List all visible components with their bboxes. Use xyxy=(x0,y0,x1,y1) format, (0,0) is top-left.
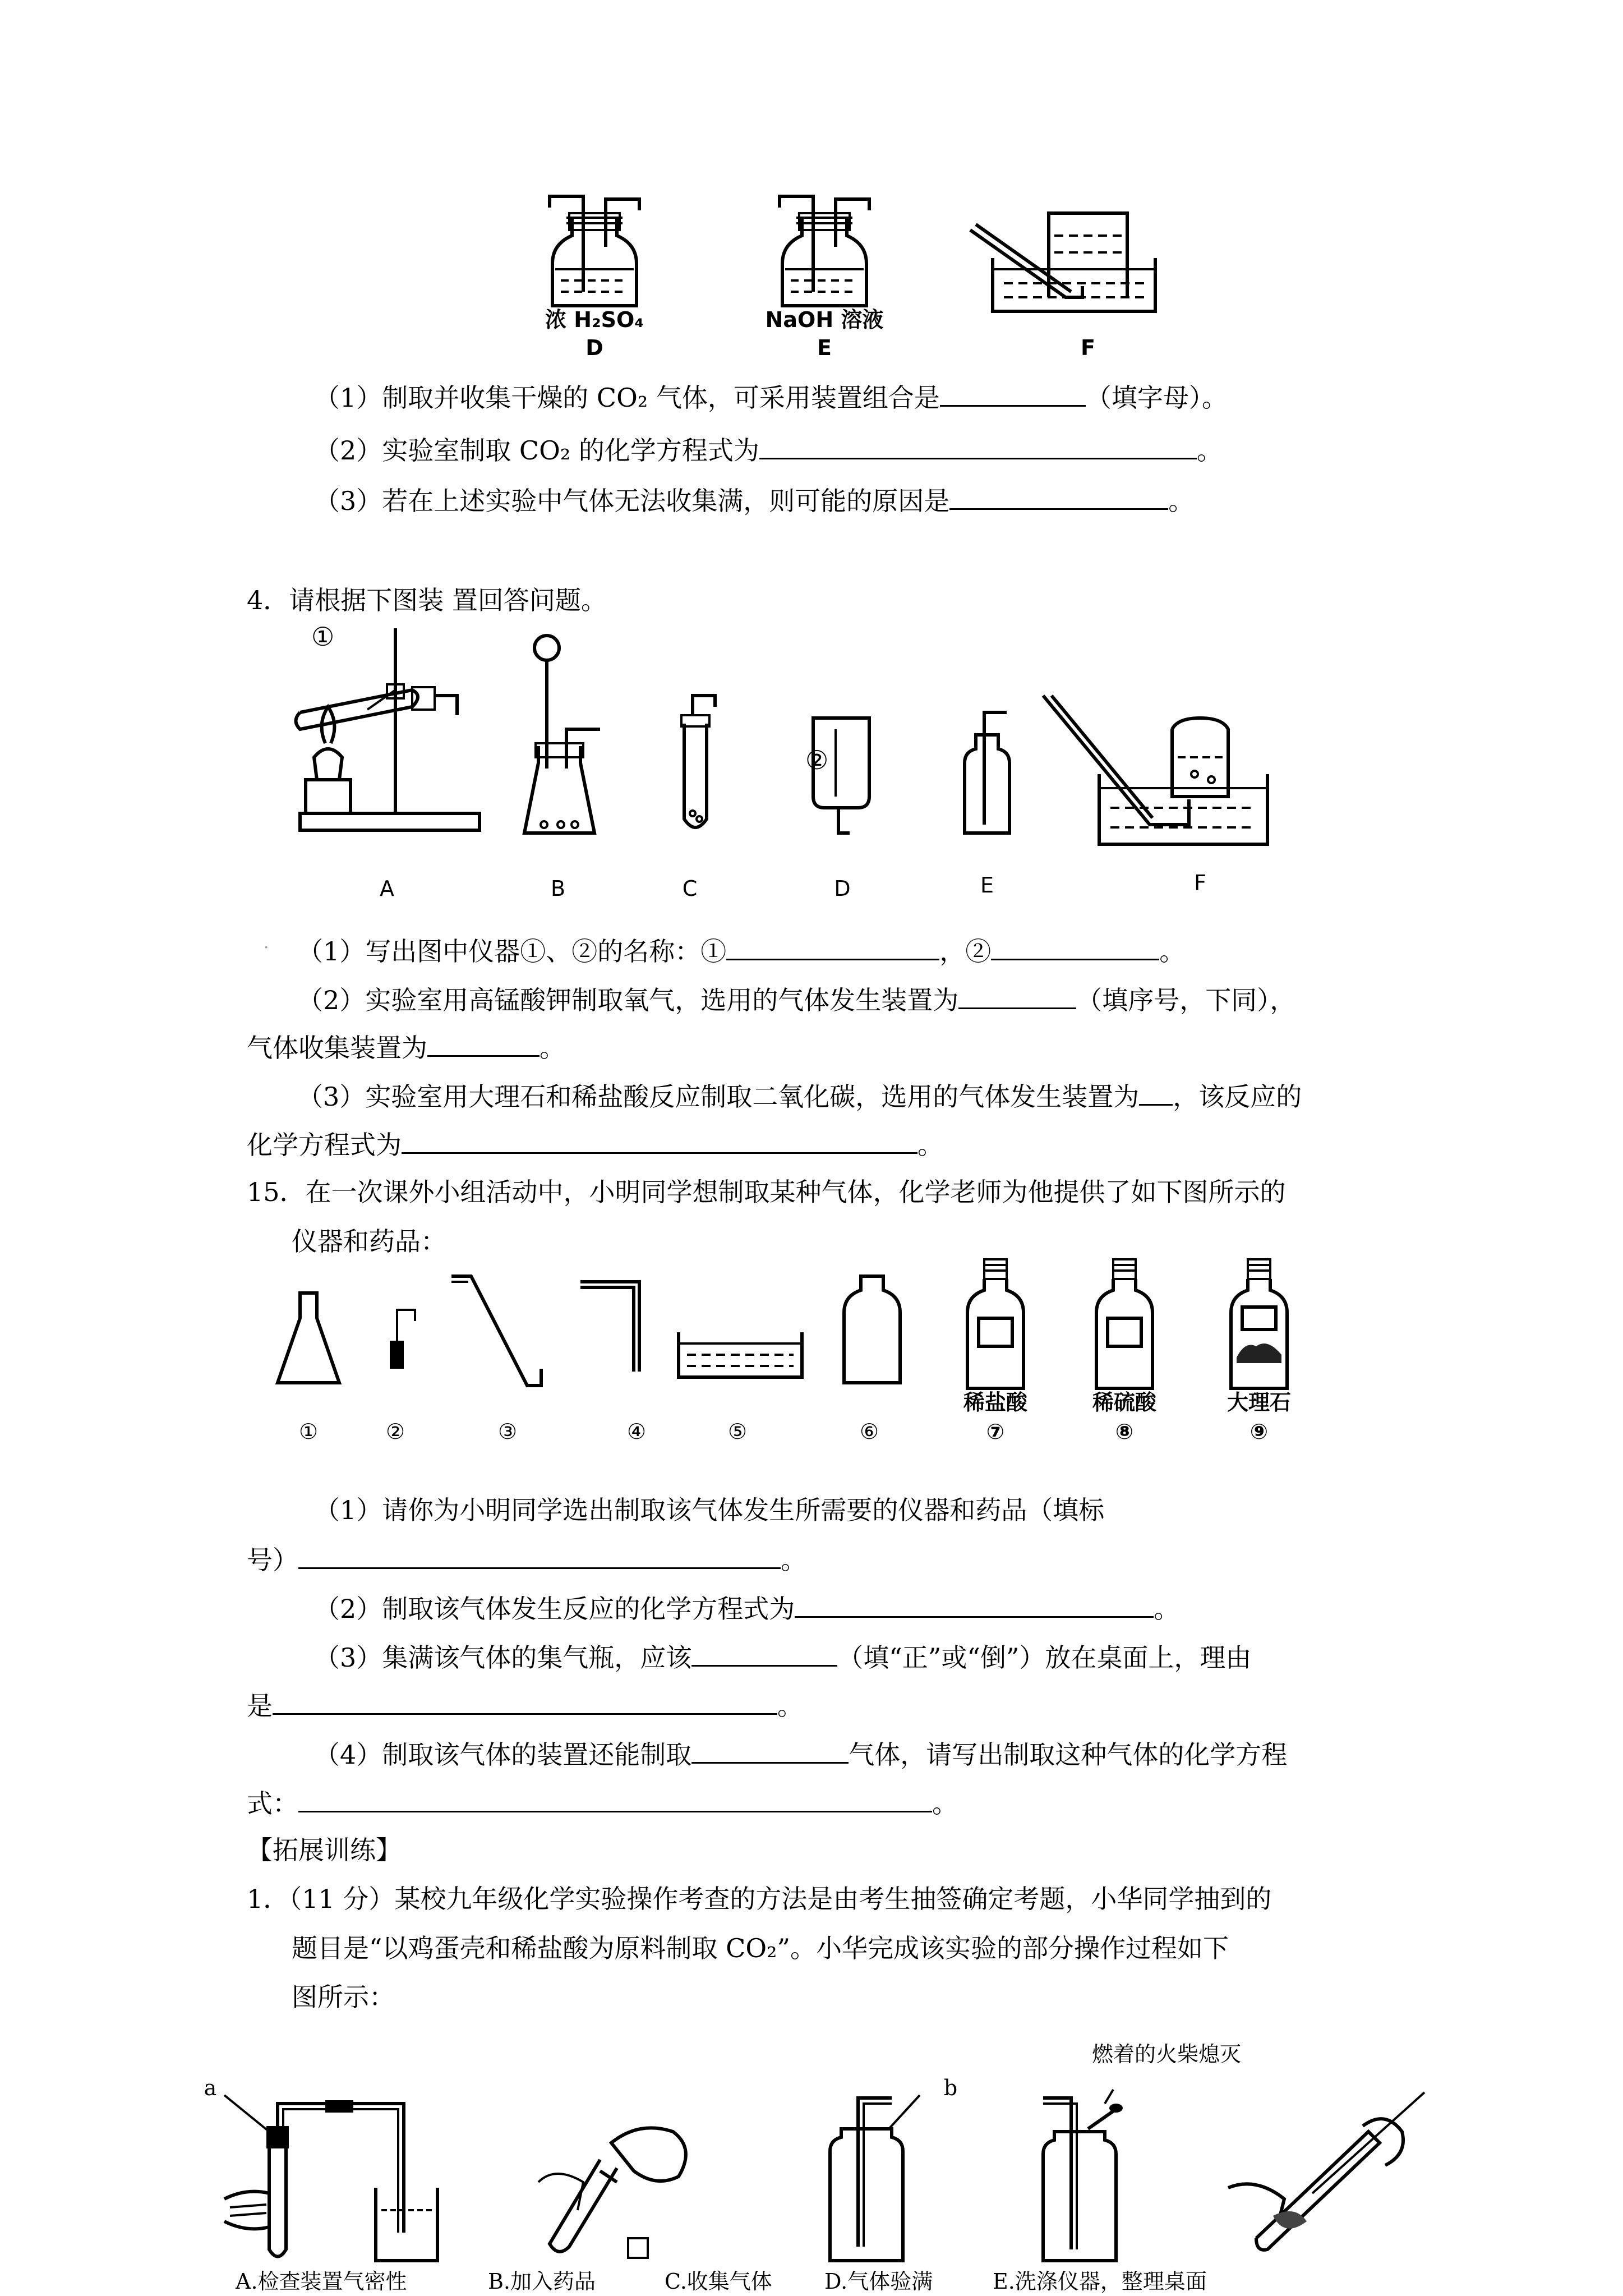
caption-e: E.洗涤仪器，整理桌面 xyxy=(993,2269,1207,2294)
q4-blank-5[interactable] xyxy=(1139,1078,1173,1106)
reagent-bottle-7 xyxy=(965,1257,1026,1391)
q4-label-e: E xyxy=(980,873,994,898)
q15-blank-4[interactable] xyxy=(273,1687,777,1715)
q3-line-2: （2）实验室制取 CO₂ 的化学方程式为 。 xyxy=(314,432,1223,467)
water-trough-f xyxy=(970,213,1161,314)
bottle-label-8: 稀硫酸 xyxy=(1092,1390,1156,1415)
q4-blank-3[interactable] xyxy=(958,982,1076,1009)
q4-margin-dot: · xyxy=(264,938,269,958)
label-e: E xyxy=(817,335,832,360)
q4-label-b: B xyxy=(550,876,566,901)
q4-line-1: （1）写出图中仪器①、②的名称：① ，② 。 xyxy=(297,933,1185,968)
wash-bottle-d xyxy=(550,196,639,309)
instrument-num-4: ④ xyxy=(626,1419,647,1444)
ext-heading: 【拓展训练】 xyxy=(247,1835,402,1865)
q4-label-a: A xyxy=(380,876,394,901)
q4-line-2b: 气体收集装置为 。 xyxy=(247,1029,565,1065)
label-d: D xyxy=(585,335,603,360)
q4-blank-4[interactable] xyxy=(427,1029,540,1057)
instrument-num-1: ① xyxy=(298,1419,319,1444)
apparatus-c xyxy=(676,696,726,836)
instrument-2-stopper xyxy=(387,1307,421,1374)
q4-line-2: （2）实验室用高锰酸钾制取氧气，选用的气体发生装置为 （填序号，下同）， xyxy=(297,982,1295,1017)
q4-label-c: C xyxy=(682,876,698,901)
q15-blank-6[interactable] xyxy=(298,1785,932,1812)
bottle-label-9: 大理石 xyxy=(1227,1390,1291,1415)
op-d-verify-full xyxy=(1021,2087,1155,2263)
q15-p1a: （1）请你为小明同学选出制取该气体发生所需要的仪器和药品（填标 xyxy=(314,1495,1105,1525)
apparatus-d xyxy=(808,712,880,841)
instrument-5-trough xyxy=(676,1329,805,1380)
caption-d: D.气体验满 xyxy=(824,2269,933,2294)
label-a: a xyxy=(204,2076,217,2100)
reagent-bottle-8 xyxy=(1094,1257,1155,1391)
q4-label-d: D xyxy=(834,876,851,901)
instrument-num-6: ⑥ xyxy=(859,1419,879,1444)
q4-line-3: （3）实验室用大理石和稀盐酸反应制取二氧化碳，选用的气体发生装置为 ，该反应的 xyxy=(297,1078,1302,1114)
q3-line-1: （1）制取并收集干燥的 CO₂ 气体，可采用装置组合是 （填字母）。 xyxy=(314,379,1228,415)
q4-blank-6[interactable] xyxy=(402,1126,917,1154)
instrument-4-tube xyxy=(578,1279,651,1374)
q3-blank-1[interactable] xyxy=(940,379,1086,407)
ext-line-3: 图所示： xyxy=(292,1982,395,2012)
apparatus-e xyxy=(956,712,1018,841)
match-note: 燃着的火柴熄灭 xyxy=(1091,2042,1241,2067)
apparatus-f xyxy=(1043,696,1279,853)
label-f: F xyxy=(1081,335,1095,360)
reagent-bottle-9 xyxy=(1228,1257,1290,1391)
q4-label-f: F xyxy=(1194,871,1206,895)
q4-title: 4．请根据下图装 置回答问题。 xyxy=(247,585,607,615)
q4-blank-1[interactable] xyxy=(726,933,939,960)
instrument-6-bottle xyxy=(841,1273,903,1386)
q15-p4a: （4）制取该气体的装置还能制取 气体，请写出制取这种气体的化学方程 xyxy=(314,1736,1287,1772)
q15-blank-1[interactable] xyxy=(298,1542,781,1569)
q4-line-3b: 化学方程式为 。 xyxy=(247,1126,943,1162)
wash-bottle-e xyxy=(780,196,869,309)
q15-p2: （2）制取该气体发生反应的化学方程式为 。 xyxy=(314,1590,1179,1626)
instrument-num-3: ③ xyxy=(497,1419,518,1444)
ext-line-2: 题目是“以鸡蛋壳和稀盐酸为原料制取 CO₂”。小华完成该实验的部分操作过程如下 xyxy=(292,1933,1229,1963)
q4-circle-2: ② xyxy=(805,745,829,775)
instrument-num-9: ⑨ xyxy=(1249,1419,1269,1444)
instrument-3-tube xyxy=(449,1273,550,1391)
apparatus-b xyxy=(522,634,611,836)
caption-b: B.加入药品 xyxy=(488,2269,596,2294)
instrument-num-5: ⑤ xyxy=(727,1419,748,1444)
q15-blank-3[interactable] xyxy=(691,1639,837,1667)
bottle-label-7: 稀盐酸 xyxy=(963,1390,1027,1415)
q15-blank-2[interactable] xyxy=(795,1590,1154,1618)
q15-p4b: 式： 。 xyxy=(247,1785,958,1820)
instrument-1-flask xyxy=(275,1290,342,1386)
instrument-num-7: ⑦ xyxy=(986,1419,1005,1444)
caption-a: A.检查装置气密性 xyxy=(236,2269,407,2294)
label-d-reagent: 浓 H₂SO₄ xyxy=(545,307,644,332)
q3-blank-2[interactable] xyxy=(759,432,1197,459)
q15-line-1: 15．在一次课外小组活动中，小明同学想制取某种气体，化学老师为他提供了如下图所示的 xyxy=(247,1177,1286,1207)
label-e-reagent: NaOH 溶液 xyxy=(765,307,884,332)
label-b: b xyxy=(943,2076,958,2100)
ext-line-1: 1．（11 分）某校九年级化学实验操作考查的方法是由考生抽签确定考题，小华同学抽到的 xyxy=(247,1884,1272,1914)
op-e-wash xyxy=(1223,2076,1436,2266)
op-c-collect-gas xyxy=(808,2095,942,2263)
q15-p1b: 号） 。 xyxy=(247,1542,806,1577)
instrument-num-8: ⑧ xyxy=(1115,1419,1134,1444)
caption-c: C.收集气体 xyxy=(665,2269,772,2294)
q3-blank-3[interactable] xyxy=(949,482,1168,510)
op-a-airtightness xyxy=(213,2092,460,2266)
q15-blank-5[interactable] xyxy=(691,1736,849,1764)
q3-line-3: （3）若在上述实验中气体无法收集满，则可能的原因是 。 xyxy=(314,482,1194,518)
q15-line-2: 仪器和药品： xyxy=(292,1226,446,1257)
op-b-add-reagent xyxy=(527,2098,729,2266)
q15-p3b: 是 。 xyxy=(247,1687,803,1723)
instrument-num-2: ② xyxy=(385,1419,405,1444)
q4-blank-2[interactable] xyxy=(991,933,1159,960)
q15-p3a: （3）集满该气体的集气瓶，应该 （填“正”或“倒”）放在桌面上，理由 xyxy=(314,1639,1251,1674)
q4-circle-1: ① xyxy=(311,622,335,652)
